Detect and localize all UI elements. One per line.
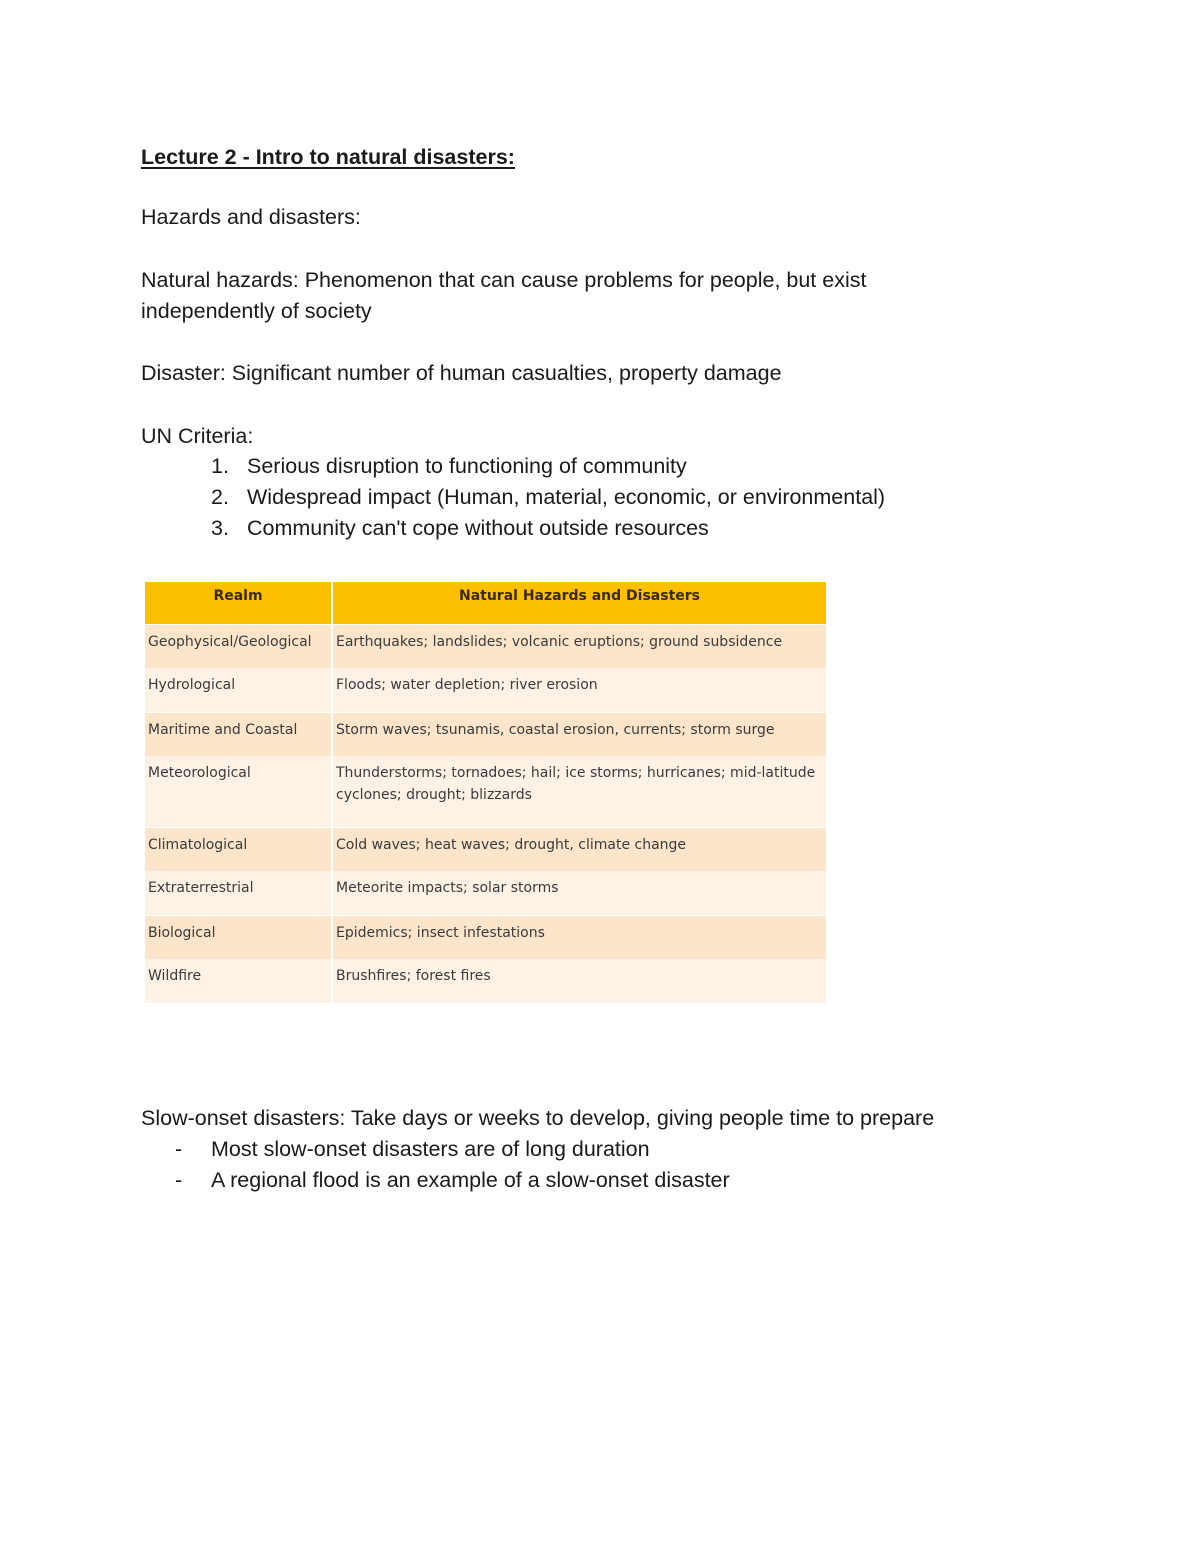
table-row xyxy=(145,668,826,712)
list-item-text: Most slow-onset disasters are of long duration xyxy=(211,1137,650,1161)
hazards-cell: Cold waves; heat waves; drought, climate change xyxy=(332,827,826,871)
page-title: Lecture 2 - Intro to natural disasters: xyxy=(141,145,515,169)
table-row xyxy=(145,712,826,756)
hazards-cell: Brushfires; forest fires xyxy=(332,959,826,1003)
list-item xyxy=(200,513,885,544)
disaster-definition: Disaster: Significant number of human casualties, property damage xyxy=(141,361,782,385)
table-row xyxy=(145,827,826,871)
hazards-cell: Epidemics; insect infestations xyxy=(332,915,826,959)
table-header-row xyxy=(145,582,826,624)
realm-cell: Extraterrestrial xyxy=(145,871,332,915)
list-item xyxy=(200,482,885,513)
hazards-table-image xyxy=(145,582,826,1003)
realm-cell: Wildfire xyxy=(145,959,332,1003)
natural-hazards-line-1: Natural hazards: Phenomenon that can cause problems for people, but exist xyxy=(141,268,867,292)
slow-onset-list xyxy=(172,1134,730,1196)
list-number: 2. xyxy=(211,485,229,509)
hazards-table xyxy=(145,582,826,1003)
list-item-text: A regional flood is an example of a slow-onset disaster xyxy=(211,1168,730,1192)
table-row xyxy=(145,871,826,915)
table-row xyxy=(145,756,826,827)
list-item xyxy=(172,1134,730,1165)
list-item-text: Widespread impact (Human, material, economic, or environmental) xyxy=(247,485,886,509)
hazards-cell: Thunderstorms; tornadoes; hail; ice storms; hurricanes; mid-latitude cyclones; drought; blizzards xyxy=(332,756,826,827)
table-row xyxy=(145,915,826,959)
column-header-realm: Realm xyxy=(145,582,332,624)
list-item xyxy=(172,1165,730,1196)
un-criteria-heading: UN Criteria: xyxy=(141,424,254,448)
list-number: 1. xyxy=(211,454,229,478)
table-row xyxy=(145,624,826,668)
hazards-cell: Storm waves; tsunamis, coastal erosion, currents; storm surge xyxy=(332,712,826,756)
list-item-text: Serious disruption to functioning of community xyxy=(247,454,687,478)
natural-hazards-line-2: independently of society xyxy=(141,299,372,323)
realm-cell: Hydrological xyxy=(145,668,332,712)
slow-onset-definition: Slow-onset disasters: Take days or weeks to develop, giving people time to prepare xyxy=(141,1106,935,1130)
hazards-heading: Hazards and disasters: xyxy=(141,205,361,229)
hazards-cell: Earthquakes; landslides; volcanic eruptions; ground subsidence xyxy=(332,624,826,668)
hazards-cell: Floods; water depletion; river erosion xyxy=(332,668,826,712)
realm-cell: Biological xyxy=(145,915,332,959)
realm-cell: Meteorological xyxy=(145,756,332,827)
un-criteria-list xyxy=(200,451,885,544)
list-number: 3. xyxy=(211,516,229,540)
list-item-text: Community can't cope without outside resources xyxy=(247,516,709,540)
realm-cell: Geophysical/Geological xyxy=(145,624,332,668)
column-header-hazards: Natural Hazards and Disasters xyxy=(332,582,826,624)
realm-cell: Maritime and Coastal xyxy=(145,712,332,756)
realm-cell: Climatological xyxy=(145,827,332,871)
list-item xyxy=(200,451,885,482)
dash-bullet: - xyxy=(175,1137,183,1161)
dash-bullet: - xyxy=(175,1168,183,1192)
table-row xyxy=(145,959,826,1003)
hazards-cell: Meteorite impacts; solar storms xyxy=(332,871,826,915)
